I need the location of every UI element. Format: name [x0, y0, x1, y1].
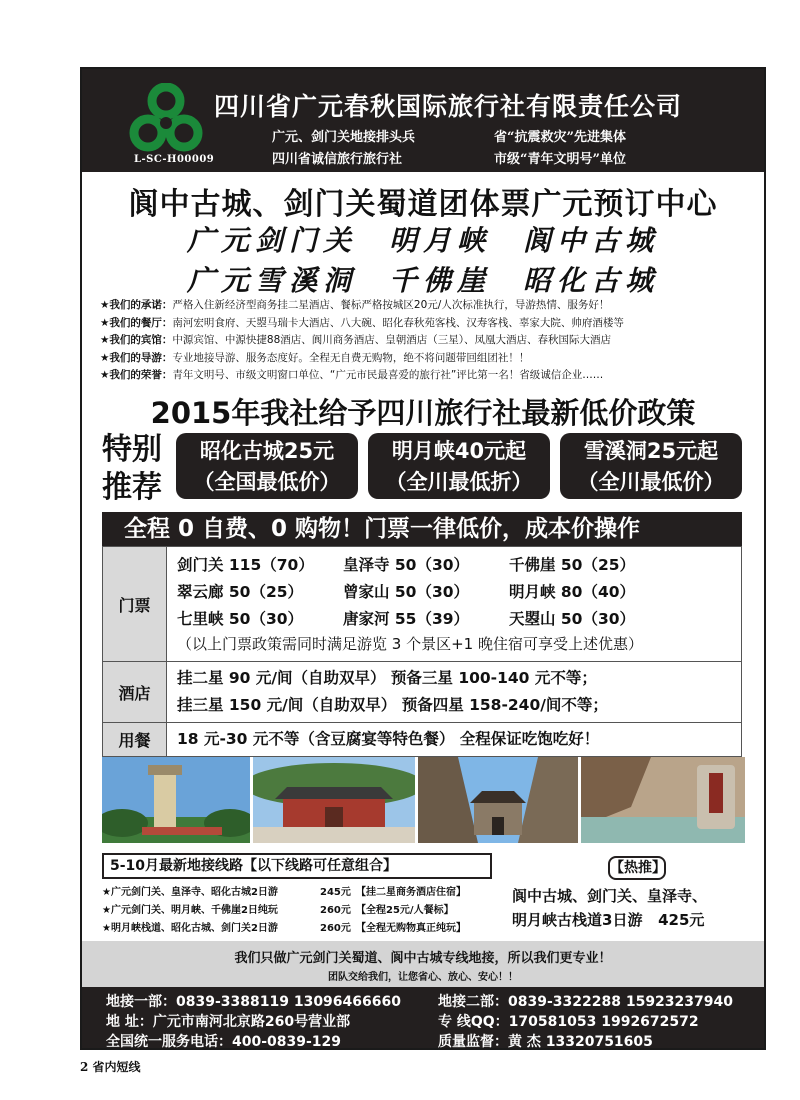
row-label: 用餐	[103, 723, 167, 756]
promise-item: ★我们的荣誉：青年文明号、市级文明窗口单位、“广元市民最喜爱的旅行社”评比第一名！省级诚信企业……	[100, 369, 604, 382]
contact-hotline: 全国统一服务电话：400-0839-129	[106, 1034, 342, 1050]
ticket-note: （以上门票政策需同时满足游览 3 个景区+1 晚住宿可享受上述优惠）	[177, 635, 643, 653]
row-label: 门票	[103, 547, 167, 661]
advertisement	[80, 67, 766, 1050]
tickets-banner: 全程 0 自费、0 购物！门票一律低价，成本价操作	[102, 512, 742, 546]
featured-item: 昭化古城25元 （全国最低价）	[176, 433, 358, 499]
destination: 广元剑门关	[186, 224, 357, 257]
pricing-table	[102, 546, 742, 757]
tagline-sub: 团队交给我们，让您省心、放心、安心！！	[328, 972, 518, 983]
page-footer: 2 省内短线	[80, 1060, 141, 1074]
ticket-line	[177, 550, 731, 577]
photo-strip	[102, 757, 748, 843]
ticket-price: 天曌山 50（30）	[509, 609, 636, 628]
meals-line: 18 元-30 元不等（含豆腐宴等特色餐） 全程保证吃饱吃好！	[177, 730, 600, 748]
route-item: ★广元剑门关、皇泽寺、昭化古城2日游 245元 【挂二星商务酒店住宿】	[102, 887, 466, 898]
promises-list	[100, 297, 750, 385]
ticket-price: 皇泽寺 50（30）	[343, 555, 470, 574]
ticket-line	[177, 577, 731, 604]
photo-gorge	[581, 757, 745, 843]
tagline-main: 我们只做广元剑门关蜀道、阆中古城专线地接，所以我们更专业！	[234, 951, 612, 966]
ticket-price: 剑门关 115（70）	[177, 555, 314, 574]
destination: 千佛崖	[388, 264, 491, 297]
destinations-row	[82, 219, 764, 259]
photo-temple	[253, 757, 415, 843]
table-row	[103, 547, 741, 661]
featured-label: 特别推荐	[102, 432, 162, 505]
ticket-price: 曾家山 50（30）	[343, 582, 470, 601]
promise-item: ★我们的宾馆：中源宾馆、中源快捷88酒店、阆川商务酒店、皇朝酒店（三星）、凤凰大酒店、春秋国际大酒店	[100, 334, 612, 347]
table-row	[103, 661, 741, 722]
company-logo	[128, 83, 204, 155]
featured-item: 雪溪洞25元起 （全川最低价）	[560, 433, 742, 499]
slogan: 广元、剑门关地接排头兵	[272, 130, 416, 145]
ticket-price: 千佛崖 50（25）	[509, 555, 636, 574]
hotel-line: 挂三星 150 元/间（自助双早） 预备四星 158-240/间不等；	[177, 696, 608, 714]
company-name: 四川省广元春秋国际旅行社有限责任公司	[214, 92, 683, 121]
table-row	[103, 722, 741, 756]
contact-dept1: 地接一部：0839-3388119 13096466660	[106, 994, 401, 1010]
featured-item: 明月峡40元起 （全川最低折）	[368, 433, 550, 499]
headline: 阆中古城、剑门关蜀道团体票广元预订中心	[128, 187, 718, 222]
ticket-price: 七里峡 50（30）	[177, 609, 304, 628]
routes-list	[102, 884, 502, 938]
ticket-price: 唐家河 55（39）	[343, 609, 470, 628]
slogan: 市级“青年文明号”单位	[494, 152, 626, 167]
ticket-price: 明月峡 80（40）	[509, 582, 636, 601]
hot-tag: 【热推】	[608, 856, 666, 880]
contact-supervisor: 质量监督：黄 杰 13320751605	[438, 1034, 653, 1050]
promise-item: ★我们的导游：专业地接导游、服务态度好。全程无自费无购物，绝不将问题带回组团社！！	[100, 351, 530, 364]
row-label: 酒店	[103, 662, 167, 722]
destination: 阆中古城	[523, 224, 660, 257]
contact-address: 地 址：广元市南河北京路260号营业部	[106, 1014, 351, 1030]
contact-dept2: 地接二部：0839-3322288 15923237940	[438, 994, 733, 1010]
company-header	[82, 69, 764, 172]
photo-tower	[102, 757, 250, 843]
photo-gate	[418, 757, 578, 843]
license-number: L-SC-H00009	[134, 154, 215, 165]
route-item: ★明月峡栈道、昭化古城、剑门关2日游 260元 【全程无购物真正纯玩】	[102, 923, 466, 934]
hot-route: 阆中古城、剑门关、皇泽寺、 明月峡古栈道3日游 425元	[512, 887, 708, 929]
destination: 广元雪溪洞	[186, 264, 357, 297]
routes-title: 5-10月最新地接线路【以下线路可任意组合】	[102, 853, 492, 879]
tagline-band	[82, 941, 764, 987]
hotel-line: 挂二星 90 元/间（自助双早） 预备三星 100-140 元不等；	[177, 669, 597, 687]
ticket-line	[177, 604, 731, 631]
destinations-row	[82, 259, 764, 299]
ticket-price: 翠云廊 50（25）	[177, 582, 304, 601]
promise-item: ★我们的餐厅：南河宏明食府、天曌马瑞卡大酒店、八大碗、昭化春秋苑客栈、汉寿客栈、辜家大院、帅府酒楼等	[100, 316, 624, 329]
destination: 明月峡	[388, 224, 491, 257]
slogan: 四川省诚信旅行旅行社	[272, 152, 403, 167]
route-item: ★广元剑门关、明月峡、千佛崖2日纯玩 260元 【全程25元/人餐标】	[102, 905, 454, 916]
contact-qq: 专 线QQ：170581053 1992672572	[438, 1014, 699, 1030]
contacts-panel	[82, 987, 764, 1050]
slogan: 省“抗震救灾”先进集体	[494, 130, 626, 145]
destination: 昭化古城	[523, 264, 660, 297]
policy-title: 2015年我社给予四川旅行社最新低价政策	[150, 396, 696, 430]
promise-item: ★我们的承诺：严格入住新经济型商务挂二星酒店、餐标严格按城区20元/人次标准执行，导游热情、服务好！	[100, 299, 610, 311]
